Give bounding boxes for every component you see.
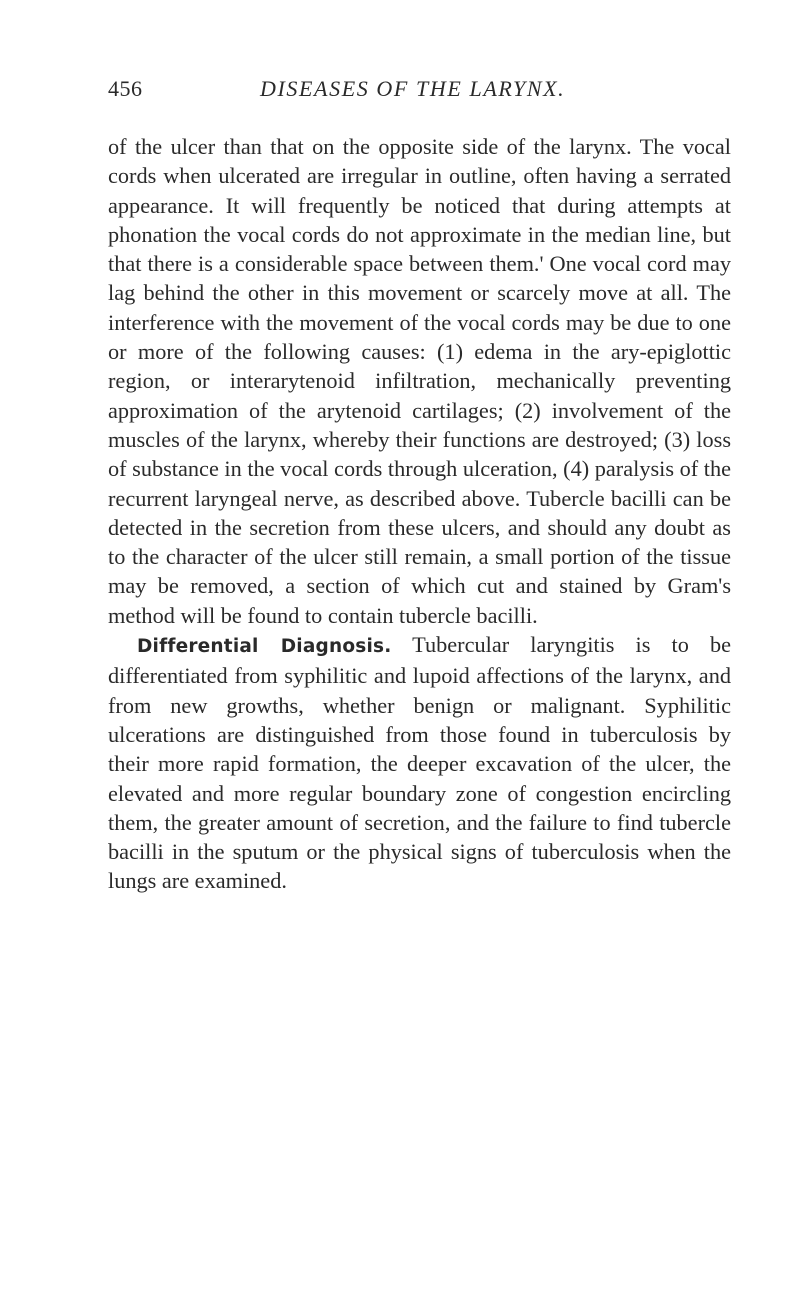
page-number: 456 <box>108 76 143 101</box>
page-header <box>108 76 738 116</box>
running-title: DISEASES OF THE LARYNX. <box>260 76 566 101</box>
paragraph-2 <box>108 630 731 896</box>
body-text <box>108 132 731 896</box>
paragraph-2-text: Tubercular laryngitis is to be differentiated from syphilitic and lupoid affections of the larynx, and from new growths, whether benign or malignant. Syphilitic ulcerations are distinguished from those found in tuberculosis by their more rapid formation, the deeper excavation of the ulcer, the elevated and more regular boundary zone of congestion encircling them, the greater amount of secretion, and the failure to find tubercle bacilli in the sputum or the physical signs of tuberculosis when the lungs are examined. <box>108 632 731 894</box>
paragraph-1: of the ulcer than that on the opposite side of the larynx. The vocal cords when ulcerated are irregular in outline, often having a serrated appearance. It will frequently be noticed that during attempts at phonation the vocal cords do not approximate in the median line, but that there is a considerable space between them.' One vocal cord may lag behind the other in this movement or scarcely move at all. The interference with the movement of the vocal cords may be due to one or more of the following causes: (1) edema in the ary-epiglottic region, or interarytenoid infiltration, mechanically preventing approximation of the arytenoid cartilages; (2) involvement of the muscles of the larynx, whereby their functions are destroyed; (3) loss of substance in the vocal cords through ulceration, (4) paralysis of the recurrent laryngeal nerve, as described above. Tubercle bacilli can be detected in the secretion from these ulcers, and should any doubt as to the character of the ulcer still remain, a small portion of the tissue may be removed, a section of which cut and stained by Gram's method will be found to contain tubercle bacilli. <box>108 134 731 628</box>
section-heading: Differential Diagnosis. <box>137 636 392 658</box>
